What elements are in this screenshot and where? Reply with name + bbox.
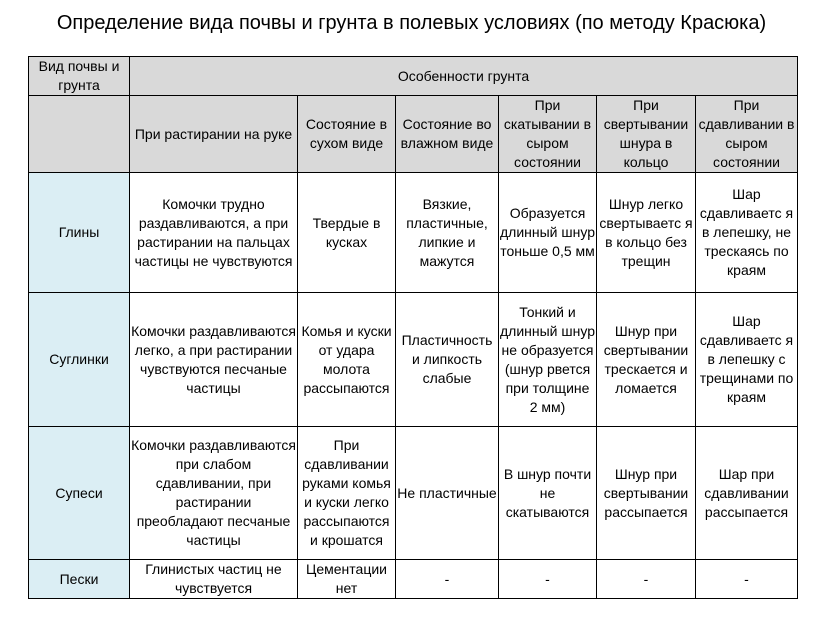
- table-cell: Тонкий и длинный шнур не образуется (шнур рвется при толщине 2 мм): [499, 293, 597, 427]
- table-cell: Шар сдавливаетс я в лепешку, не трескаясь по краям: [696, 173, 798, 293]
- table-cell: Твердые в кусках: [298, 173, 396, 293]
- table-cell: Пластичность и липкость слабые: [396, 293, 499, 427]
- table-cell: Шар при сдавливании рассыпается: [696, 427, 798, 560]
- row-label: Пески: [29, 560, 130, 599]
- table-cell: Комочки трудно раздавливаются, а при растирании на пальцах частицы не чувствуются: [130, 173, 298, 293]
- row-label: Суглинки: [29, 293, 130, 427]
- table-cell: Глинистых частиц не чувствуется: [130, 560, 298, 599]
- column-header: При сдавливании в сыром состоянии: [696, 96, 798, 173]
- table-cell: Шнур при свертывании рассыпается: [597, 427, 696, 560]
- table-cell: В шнур почти не скатываются: [499, 427, 597, 560]
- table-cell: Шнур легко свертываетс я в кольцо без трещин: [597, 173, 696, 293]
- table-cell: Комочки раздавливаются легко, а при растирании чувствуются песчаные частицы: [130, 293, 298, 427]
- corner-header: Вид почвы и грунта: [29, 57, 130, 96]
- table-cell: -: [396, 560, 499, 599]
- table-cell: Образуется длинный шнур тоньше 0,5 мм: [499, 173, 597, 293]
- table-cell: Не пластичные: [396, 427, 499, 560]
- table-cell: Комья и куски от удара молота рассыпаются: [298, 293, 396, 427]
- table-cell: Комочки раздавливаются при слабом сдавливании, при растирании преобладают песчаные частицы: [130, 427, 298, 560]
- soil-table: [28, 56, 798, 599]
- column-header: Состояние во влажном виде: [396, 96, 499, 173]
- column-header: При свертывании шнура в кольцо: [597, 96, 696, 173]
- table-row: [29, 293, 798, 427]
- table-cell: Цементации нет: [298, 560, 396, 599]
- table-cell: -: [597, 560, 696, 599]
- table-cell: -: [696, 560, 798, 599]
- row-label: Супеси: [29, 427, 130, 560]
- table-row: [29, 173, 798, 293]
- page-title: Определение вида почвы и грунта в полевых условиях (по методу Красюка): [56, 12, 767, 34]
- table-row: [29, 427, 798, 560]
- table-row: [29, 560, 798, 599]
- table-cell: -: [499, 560, 597, 599]
- column-header: При растирании на руке: [130, 96, 298, 173]
- column-header: Состояние в сухом виде: [298, 96, 396, 173]
- table-cell: При сдавливании руками комья и куски легко рассыпаются и крошатся: [298, 427, 396, 560]
- header-row-2: [29, 96, 798, 173]
- group-header: Особенности грунта: [130, 57, 798, 96]
- row-label: Глины: [29, 173, 130, 293]
- table-cell: Шнур при свертывании трескается и ломается: [597, 293, 696, 427]
- table-cell: Шар сдавливаетс я в лепешку с трещинами по краям: [696, 293, 798, 427]
- table-cell: Вязкие, пластичные, липкие и мажутся: [396, 173, 499, 293]
- column-header: При скатывании в сыром состоянии: [499, 96, 597, 173]
- header-row-1: [29, 57, 798, 96]
- corner-header-blank: [29, 96, 130, 173]
